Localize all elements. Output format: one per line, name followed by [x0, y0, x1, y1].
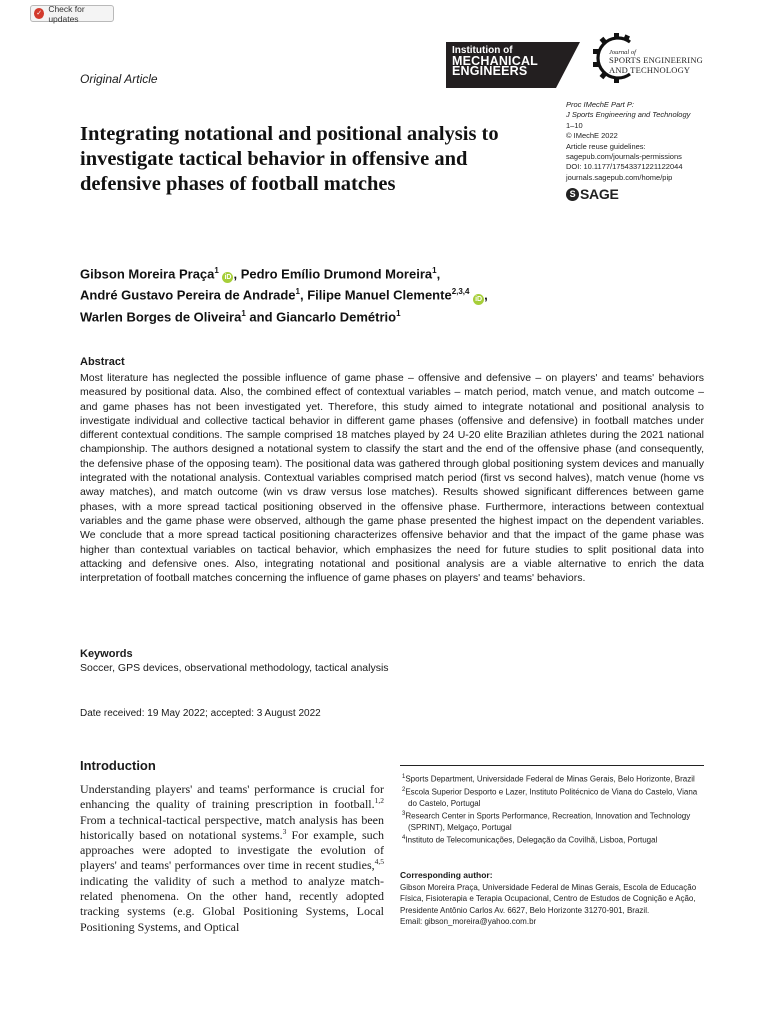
author-separator: ,: [484, 287, 488, 303]
meta-journal: J Sports Engineering and Technology: [566, 110, 691, 120]
affiliation-item: [400, 833, 704, 846]
affiliation-number: 4: [402, 834, 406, 841]
publisher-logo-line2: MECHANICAL: [452, 54, 539, 68]
author-affil-ref: 1: [214, 266, 219, 275]
intro-text-part: From a technical-tactical perspective, match analysis has been historically based on notational systems.: [80, 812, 384, 842]
intro-text-part: For example, such approaches were adopted to investigate the evolution of players' and teams' performances over time in recent studies,: [80, 827, 385, 873]
article-type: Original Article: [80, 72, 158, 86]
author-affil-ref: 1: [241, 308, 246, 318]
publisher-logo: [446, 42, 580, 88]
author-name: , Filipe Manuel Clemente: [299, 287, 452, 303]
meta-reuse-link[interactable]: sagepub.com/journals-permissions: [566, 152, 682, 162]
author-name: Warlen Borges de Oliveira: [80, 308, 242, 324]
article-title: Integrating notational and positional analysis to investigate tactical behavior in offensive and defensive phases of football matches: [80, 123, 499, 195]
meta-pages: 1–10: [566, 120, 583, 130]
corresponding-author-heading: Corresponding author:: [400, 870, 493, 880]
affiliation-text: Research Center in Sports Performance, Recreation, Innovation and Technology (SPRINT), Melgaço, Portugal: [405, 811, 691, 832]
abstract-heading: Abstract: [80, 356, 125, 368]
meta-doi[interactable]: DOI: 10.1177/17543371221122044: [566, 162, 683, 172]
citation-ref[interactable]: 1,2: [374, 796, 384, 806]
check-for-updates-label: Check for updates: [48, 3, 85, 24]
crossmark-icon: ✓: [34, 8, 44, 19]
check-for-updates-button[interactable]: [30, 5, 114, 22]
journal-logo-line2: AND TECHNOLOGY: [609, 64, 691, 75]
citation-ref[interactable]: 3: [282, 826, 287, 836]
publisher-logo-line1: Institution of: [452, 45, 513, 56]
orcid-icon[interactable]: iD: [224, 274, 232, 282]
received-dates: Date received: 19 May 2022; accepted: 3 August 2022: [80, 708, 321, 719]
keywords-text: Soccer, GPS devices, observational methodology, tactical analysis: [80, 662, 389, 674]
meta-home-link[interactable]: journals.sagepub.com/home/pip: [566, 172, 673, 182]
author-list: [80, 262, 640, 325]
journal-logo-line1: SPORTS ENGINEERING: [609, 55, 703, 65]
citation-ref[interactable]: 4,5: [374, 857, 384, 867]
abstract-text: Most literature has neglected the possible influence of game phase – offensive and defensive – on players' and teams' behaviors measured by positional data. Also, the combined effect of contextual variables – match period, match venue, and match outcome – and game phases has not been investigated yet. Therefore, this study aimed to integrate notational and positional analysis to investigate individual and collective tactical behavior in different game phases (offensive and defensive) in football matches under different contextual conditions. The sample comprised 18 matches played by 24 U-20 elite Brazilian athletes during the 2021 national championship. The authors designed a notational system to classify the start and the end of the offensive phase (and consequently, the defensive phase of the opposing team). The positional data was gathered through global positioning system devices and manually integrated with the notational analysis. Contextual variables comprised match period (first vs second halves), match venue (home vs away matches), and match outcome (win vs draw versus lose matches). Results showed significant differences between game phases, with a more spread tactical positioning observed in the offensive phase. Furthermore, interactions between contextual variables and the game phase were observed, although the game phase presented the highest impact on the dependent variables. We conclude that a more spread tactical positioning characterizes offensive behavior and that the impact of the game phase was higher than contextual variables on tactical behavior, which emphasizes the need for future studies to split positional data into attacking and defensive ones. Also, integrating notational and positional analysis are a viable alternative to enrich the data interpretation of football matches concerning the influence of game phases on players' and teams' behaviors.: [80, 372, 704, 585]
footnote-divider: [400, 765, 704, 766]
author-affil-ref: 1: [295, 287, 300, 297]
affiliation-item: [400, 809, 704, 833]
intro-text-part: Understanding players' and teams' performance is crucial for enhancing the quality of training prescription in football.: [80, 782, 384, 812]
intro-text-part: indicating the validity of such a method to analyze match-related phenomena. On the other hand, recently adopted tracking systems (e.g. Global Positioning Systems, Local Positioning Systems, and Optical: [80, 873, 384, 934]
sage-logo-text: SAGE: [580, 186, 619, 202]
author-affil-ref: 2,3,4: [451, 287, 470, 297]
author-name: Gibson Moreira Praça: [80, 266, 215, 282]
sage-logo-icon: S: [566, 188, 579, 201]
corresponding-author-email[interactable]: Email: gibson_moreira@yahoo.com.br: [400, 917, 537, 927]
journal-logo-journal-of: Journal of: [609, 49, 636, 56]
corresponding-author: [400, 882, 704, 928]
author-affil-ref: 1: [432, 266, 437, 275]
author-name: and Giancarlo Demétrio: [245, 308, 397, 324]
affiliation-text: Escola Superior Desporto e Lazer, Instituto Politécnico de Viana do Castelo, Viana do Castelo, Portugal: [405, 787, 698, 808]
affiliation-text: Instituto de Telecomunicações, Delegação da Covilhã, Lisboa, Portugal: [405, 835, 658, 845]
keywords-heading: Keywords: [80, 648, 133, 660]
author-name: , Pedro Emílio Drumond Moreira: [233, 266, 433, 282]
orcid-icon[interactable]: iD: [475, 295, 483, 303]
author-separator: ,: [436, 266, 441, 282]
author-name: André Gustavo Pereira de Andrade: [80, 287, 296, 303]
introduction-text: [80, 782, 384, 935]
affiliation-text: Sports Department, Universidade Federal de Minas Gerais, Belo Horizonte, Brazil: [405, 774, 695, 784]
introduction-heading: Introduction: [80, 758, 156, 773]
publisher-logo-line3: ENGINEERS: [452, 64, 528, 78]
affiliation-item: [400, 772, 704, 785]
meta-reuse: Article reuse guidelines:: [566, 141, 646, 151]
affiliation-number: 2: [402, 786, 406, 793]
corresponding-author-text: Gibson Moreira Praça, Universidade Federal de Minas Gerais, Escola de Educação Física, Fisioterapia e Terapia Ocupacional, Centro de Estudos de Cognição e Ação, Presidente Antônio Carlos Av. 6627, Belo Horizonte 31270-901, Brazil.: [400, 883, 697, 915]
journal-logo-name: [609, 56, 703, 75]
affiliation-number: 3: [402, 810, 406, 817]
author-affil-ref: 1: [396, 308, 401, 318]
sage-logo: [566, 186, 618, 202]
affiliations: [400, 772, 704, 846]
article-meta: [566, 100, 756, 183]
affiliation-number: 1: [402, 774, 406, 780]
meta-proc: Proc IMechE Part P:: [566, 100, 634, 109]
meta-copyright: © IMechE 2022: [566, 131, 618, 141]
affiliation-item: [400, 785, 704, 809]
